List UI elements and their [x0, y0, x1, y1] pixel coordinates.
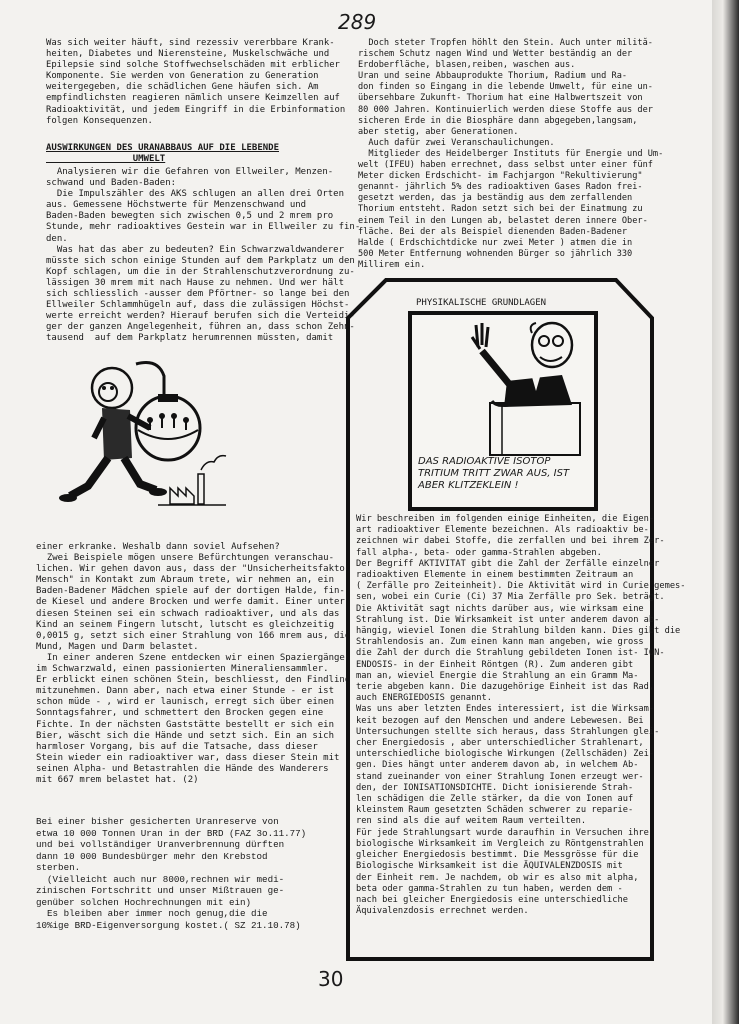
page-edge	[712, 0, 739, 1024]
box-body-text: Wir beschreiben im folgenden einige Einheiten, die Eigen- art radioaktiver Elemente bezeichnen. Als radioaktiv be- zeichnen wir dabei Stoffe, die zerfallen und bei ihrem Zer- fall alpha-, beta- oder gamma-Strahlen abgeben. Der Begriff AKTIVITAT gibt die Zahl der Zerfälle einzelner radioaktiven Elemente in einem bestimmten Zeitraum an ( Zerfälle pro Zeiteinheit). Die Aktivität wird in Curie gemes- sen, wobei ein Curie (Ci) 37 Mia Zerfälle pro Sek. beträgt. Die Aktivität sagt nichts darüber aus, wie wirksam eine Strahlung ist. Die Wirksamkeit ist unter anderem davon ab- hängig, wieviel Ionen die Strahlung bilden kann. Dies gibt die Strahlendosis an. Zum einen kann man angeben, wie gross die Zahl der durch die Strahlung gebildeten Ionen ist- ION- ENDOSIS- in der Einheit Röntgen (R). Zum anderen gibt man an, wieviel Energie die Strahlung an ein Gramm Ma- terie abgeben kann. Die dazugehörige Einheit ist das Rad, auch ENERGIEDOSIS genannt. Was uns aber letzten Endes interessiert, ist die Wirksam- keit bezogen auf den Menschen und andere Lebewesen. Bei Untersuchungen stellte sich heraus, dass Strahlungen glei- cher Energiedosis , aber unterschiedlicher Strahlenart, unterschiedliche biologische Wirkungen (Zellschäden) Zei- gen. Dies hängt unter anderem davon ab, in welchem Ab- stand zueinander von einer Strahlung Ionen erzeugt wer- den, der IONISATIONSDICHTE. Dicht ionisierende Strah- len schädigen die Zelle stärker, da die von Ionen auf kleinstem Raum gesetzten Schäden schwerer zu reparie- ren sind als die auf weitem Raum verteilten. Für jede Strahlungsart wurde daraufhin in Versuchen ihre biologische Wirksamkeit im Vergleich zu Röntgenstrahlen gleicher Energiedosis bestimmt. Die Messgrösse für die Biologische Wirksamkeit ist die ÄQUIVALENZDOSIS mit der Einheit rem. Je nachdem, ob wir es also mit alpha, beta oder gamma-Strahlen zu tun haben, werden dem - nach bei gleicher Energiedosis eine unterschiedliche Äquivalenzdosis errechnet werden.	[356, 514, 686, 917]
section-heading: AUSWIRKUNGEN DES URANABBAUS AUF DIE LEBENDE UMWELT	[46, 143, 279, 165]
handwritten-page-number: 289	[338, 10, 377, 34]
left-section-paragraph: Analysieren wir die Gefahren von Ellweiler, Menzen- schwand und Baden-Baden: Die Impulszähler des AKS schlugen an allen drei Orten aus. Gemessene Höchstwerte für Menzenschwand und Baden-Baden bewegten sich zwischen 0,5 und 2 mrem pro Stunde, mehr radioaktives Gestein war in Ellweiler zu fin- den. Was hat das aber zu bedeuten? Ein Schwarzwaldwanderer müsste sich schon einige Stunden auf dem Parkplatz um den Kopf schlagen, um die in der Strahlenschutzverordnung zu- lässigen 30 mrem mit nach Hause zu nehmen. Und wer hält sich schliesslich -ausser dem Pförtner- so lange bei den Ellweiler Schlammhügeln auf, dass die zulässigen Höchst- werte erreicht werden? Hierauf berufen sich die Verteidi- ger der ganzen Angelegenheit, führen an, dass schon Zehn- tausend auf dem Parkplatz herumrennen müssten, damit	[46, 167, 361, 344]
left-footnote-paragraph: Bei einer bisher gesicherten Uranreserve von etwa 10 000 Tonnen Uran in der BRD (FAZ 3o.11.77) und bei vollständiger Uranverbrennung dürften dann 10 000 Bundesbürger mehr den Krebstod sterben. (Vielleicht auch nur 8000,rechnen wir medi- zinischen Fortschritt und unser Mißtrauen ge- genüber solchen Hochrechnungen mit ein) Es bleiben aber immer noch genug,die die 10%ige BRD-Eigenversorgung kostet.( SZ 21.10.78)	[36, 816, 307, 931]
right-top-paragraph: Doch steter Tropfen höhlt den Stein. Auch unter milită- rischem Schutz nagen Wind und Wetter beständig an der Erdoberfläche, blasen,reiben, waschen aus. Uran und seine Abbauprodukte Thorium, Radium und Ra- don finden so Eingang in die lebende Umwelt, für eine un- übersehbare Zukunft- Thorium hat eine Halbwertszeit von 80 000 Jahren. Kontinuierlich werden diese Stoffe aus der sicheren Erde in die Biosphäre dann abgegeben,langsam, aber stetig, aber Generationen. Auch dafür zwei Veranschaulichungen. Mitglieder des Heidelberger Instituts für Energie und Um- welt (IFEU) haben errechnet, dass selbst unter einer fünf Meter dicken Erdschicht- im Fachjargon "Rekultivierung" genannt- jährlich 5% des radioaktiven Gases Radon frei- gesetzt werden, das ja beständig aus dem zerfallenden Thorium entsteht. Radon setzt sich bei der Einatmung zu einem Teil in den Lungen ab, belastet deren innere Ober- fläche. Bei der als Beispiel dienenden Baden-Badener Halde ( Erdschichtdicke nur zwei Meter ) atmen die in 500 Meter Entfernung wohnenden Bürger so jährlich 330 Millirem ein.	[358, 38, 664, 270]
box-title: PHYSIKALISCHE GRUNDLAGEN	[416, 298, 547, 308]
man-carrying-flask-illustration	[58, 358, 228, 518]
printed-page-number: 30	[318, 967, 344, 991]
left-intro-paragraph: Was sich weiter häuft, sind rezessiv vererbbare Krank- heiten, Diabetes und Nierensteine, Muskelschwäche und Epilepsie sind solche Stoffwechselschäden mit erblicher Komponente. Sie werden von Generation zu Generation weitergegeben, die schädlichen Gene häufen sich. Am empfindlichsten reagieren nämlich unsere Keimzellen auf Radioaktivität, und jedem Eingriff in die Erbinformation folgen Konsequenzen.	[46, 38, 346, 126]
cartoon-caption: DAS RADIOAKTIVE ISOTOP TRITIUM TRITT ZWAR AUS, IST ABER KLITZEKLEIN !	[418, 456, 570, 491]
left-lower-paragraph: einer erkranke. Weshalb dann soviel Aufsehen? Zwei Beispiele mögen unsere Befürchtungen veranschau- lichen. Wir gehen davon aus, dass der "Unsicherheitsfaktor Mensch" in Kontakt zum Abraum trete, wir nehmen an, ein Baden-Badener Mädchen spiele auf der dortigen Halde, fin- de Kiesel und andere Brocken und werfe damit. Einer unter diesen Steinen sei ein schwach radioaktiver, und als das Kind an seinem Fingern lutscht, lutscht es gleichzeitig 0,0015 g, setzt sich einer Strahlung von 166 mrem aus, die Mund, Magen und Darm belastet. In einer anderen Szene entdecken wir einen Spaziergänger im Schwarzwald, einen passionierten Mineraliensammler. Er erblickt einen schönen Stein, beschliesst, den Findling mitzunehmen. Dann aber, nach etwa einer Stunde - er ist schon müde - , wird er launisch, erregt sich über einen Sonntagsfahrer, und schmettert den Brocken gegen eine Fichte. In der nächsten Gaststätte bestellt er sich ein Bier, wäscht sich die Hände und setzt sich. Ein an sich harmloser Vorgang, bis auf die Tatsache, dass dieser Stein wieder ein radioaktiver war, dass dieser Stein mit seinen Alpha- und Betastrahlen die Hände des Wanderers mit 667 mrem belastet hat. (2)	[36, 542, 351, 785]
